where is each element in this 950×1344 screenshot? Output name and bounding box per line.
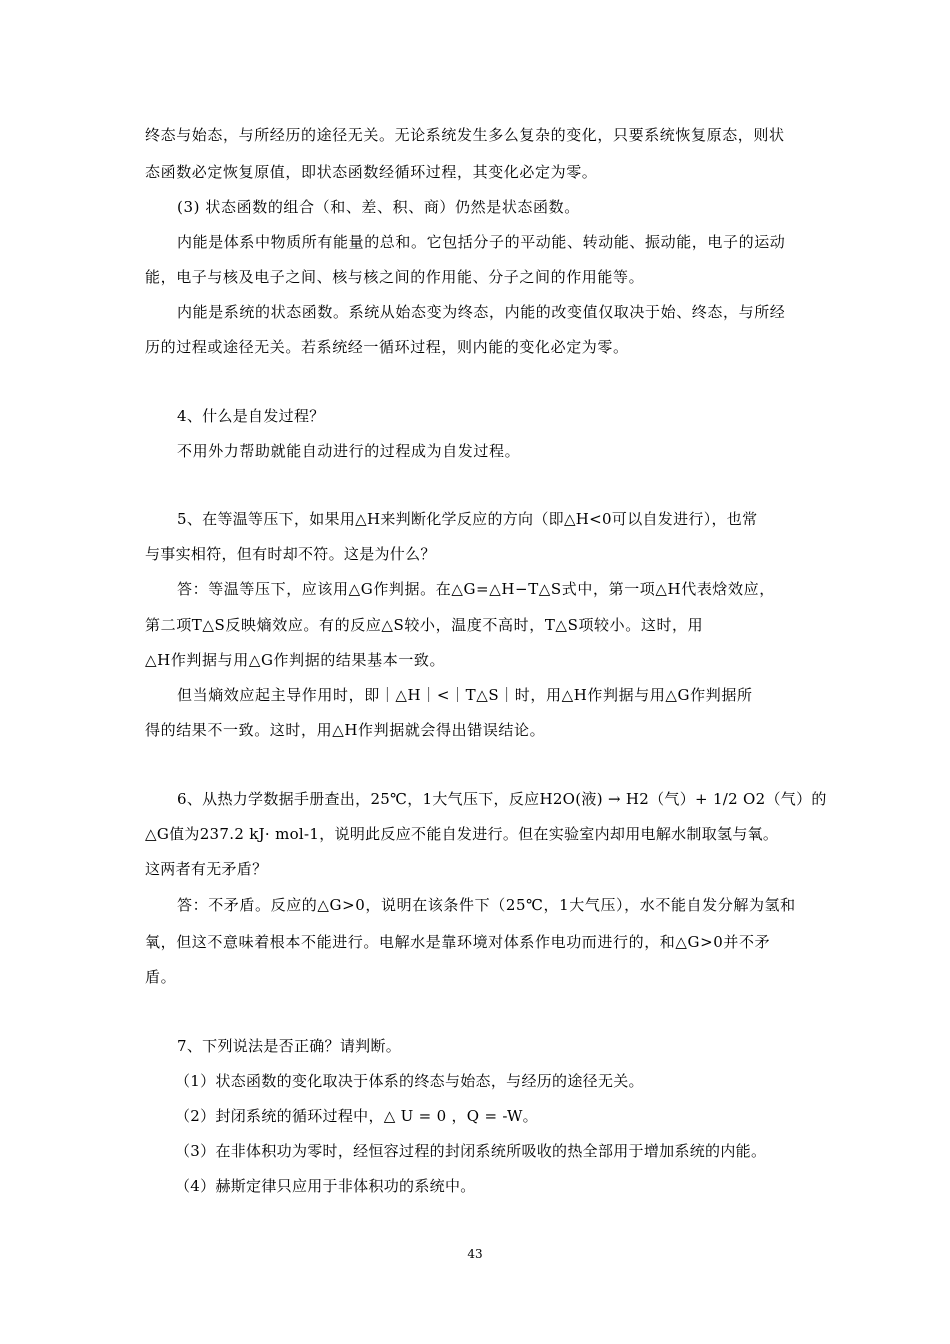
list-item: （1）状态函数的变化取决于体系的终态与始态，与经历的途径无关。 bbox=[175, 1072, 644, 1090]
question-line: 5、在等温等压下，如果用△H来判断化学反应的方向（即△H<0可以自发进行），也常 bbox=[177, 510, 758, 528]
paragraph-line: 终态与始态，与所经历的途径无关。无论系统发生多么复杂的变化，只要系统恢复原态，则状 bbox=[145, 126, 785, 144]
paragraph-line: 内能是体系中物质所有能量的总和。它包括分子的平动能、转动能、振动能，电子的运动 bbox=[177, 233, 786, 251]
page-number: 43 bbox=[467, 1247, 483, 1261]
answer-line: 答：不矛盾。反应的△G>0，说明在该条件下（25℃，1大气压），水不能自发分解为氢和 bbox=[177, 896, 796, 914]
question-line: △G值为237.2 kJ· mol-1，说明此反应不能自发进行。但在实验室内却用电解水制取氢与氧。 bbox=[145, 825, 779, 843]
paragraph-line: 内能是系统的状态函数。系统从始态变为终态，内能的改变值仅取决于始、终态，与所经 bbox=[177, 303, 786, 321]
answer-line: △H作判据与用△G作判据的结果基本一致。 bbox=[145, 651, 446, 669]
answer-line: 但当熵效应起主导作用时，即｜△H｜<｜T△S｜时，用△H作判据与用△G作判据所 bbox=[177, 686, 753, 704]
list-item: （3）在非体积功为零时，经恒容过程的封闭系统所吸收的热全部用于增加系统的内能。 bbox=[175, 1142, 767, 1160]
paragraph-line: 能，电子与核及电子之间、核与核之间的作用能、分子之间的作用能等。 bbox=[145, 268, 645, 286]
paragraph-line: 态函数必定恢复原值，即状态函数经循环过程，其变化必定为零。 bbox=[145, 163, 598, 181]
paragraph-line: (3) 状态函数的组合（和、差、积、商）仍然是状态函数。 bbox=[177, 198, 580, 216]
list-item: （4）赫斯定律只应用于非体积功的系统中。 bbox=[175, 1177, 476, 1195]
answer-line: 第二项T△S反映熵效应。有的反应△S较小，温度不高时，T△S项较小。这时，用 bbox=[145, 616, 704, 634]
list-item: （2）封闭系统的循环过程中，△ U = 0 ，Q = -W。 bbox=[175, 1107, 538, 1125]
answer-line: 得的结果不一致。这时，用△H作判据就会得出错误结论。 bbox=[145, 721, 546, 739]
question-heading: 7、下列说法是否正确？请判断。 bbox=[177, 1037, 402, 1055]
paragraph-line: 历的过程或途径无关。若系统经一循环过程，则内能的变化必定为零。 bbox=[145, 338, 629, 356]
question-line: 这两者有无矛盾？ bbox=[145, 860, 268, 878]
question-heading: 4、什么是自发过程？ bbox=[177, 407, 325, 425]
question-line: 与事实相符，但有时却不符。这是为什么？ bbox=[145, 545, 436, 563]
answer-line: 不用外力帮助就能自动进行的过程成为自发过程。 bbox=[177, 442, 521, 460]
answer-line: 答：等温等压下，应该用△G作判据。在△G=△H−T△S式中，第一项△H代表焓效应， bbox=[177, 580, 775, 598]
answer-line: 盾。 bbox=[145, 968, 177, 986]
question-line: 6、从热力学数据手册查出，25℃，1大气压下，反应H2O(液) → H2（气）+ 1/2 O2（气）的 bbox=[177, 790, 827, 808]
answer-line: 氧，但这不意味着根本不能进行。电解水是靠环境对体系作电功而进行的，和△G>0并不矛 bbox=[145, 933, 771, 951]
